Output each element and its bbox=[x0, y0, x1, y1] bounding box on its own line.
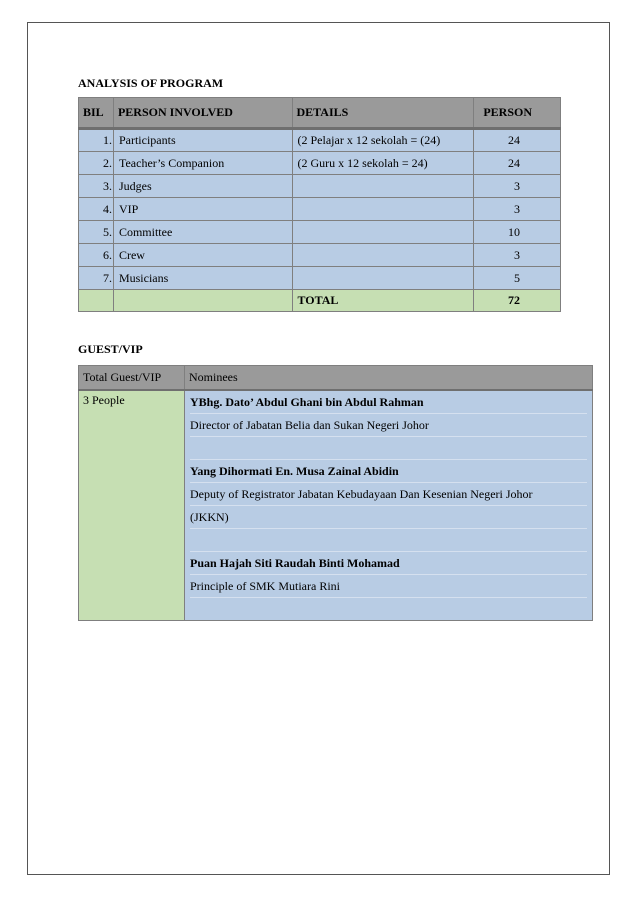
nominee-detail: (JKKN) bbox=[190, 506, 587, 529]
person-count-cell: 3 bbox=[474, 175, 561, 198]
bil-cell: 7. bbox=[79, 267, 114, 290]
column-header-details: DETAILS bbox=[292, 98, 473, 129]
bil-cell: 4. bbox=[79, 198, 114, 221]
bil-cell: 1. bbox=[79, 129, 114, 152]
analysis-table bbox=[78, 97, 561, 312]
nominee-name: YBhg. Dato’ Abdul Ghani bin Abdul Rahman bbox=[190, 391, 587, 414]
guest-header-row bbox=[79, 366, 593, 390]
table-row bbox=[79, 244, 561, 267]
bil-cell: 5. bbox=[79, 221, 114, 244]
person-involved-cell: Participants bbox=[113, 129, 292, 152]
column-header-person: PERSON bbox=[474, 98, 561, 129]
person-count-cell: 3 bbox=[474, 244, 561, 267]
details-cell: (2 Guru x 12 sekolah = 24) bbox=[292, 152, 473, 175]
person-involved-cell: Committee bbox=[113, 221, 292, 244]
total-empty-cell bbox=[113, 290, 292, 312]
person-involved-cell: VIP bbox=[113, 198, 292, 221]
table-row bbox=[79, 129, 561, 152]
table-row bbox=[79, 267, 561, 290]
details-cell bbox=[292, 267, 473, 290]
total-value: 72 bbox=[474, 290, 561, 312]
person-count-cell: 24 bbox=[474, 129, 561, 152]
column-header-nominees: Nominees bbox=[185, 366, 593, 390]
analysis-heading: ANALYSIS OF PROGRAM bbox=[78, 76, 224, 90]
column-header-total-guest: Total Guest/VIP bbox=[79, 366, 185, 390]
total-empty-cell bbox=[79, 290, 114, 312]
total-guest-value: 3 People bbox=[79, 390, 185, 621]
details-cell bbox=[292, 198, 473, 221]
table-row bbox=[79, 175, 561, 198]
person-count-cell: 24 bbox=[474, 152, 561, 175]
nominee-name: Puan Hajah Siti Raudah Binti Mohamad bbox=[190, 552, 587, 575]
column-header-bil: BIL bbox=[79, 98, 114, 129]
nominee-name: Yang Dihormati En. Musa Zainal Abidin bbox=[190, 460, 587, 483]
nominee-detail: Director of Jabatan Belia dan Sukan Negeri Johor bbox=[190, 414, 587, 437]
analysis-header-row bbox=[79, 98, 561, 129]
details-cell bbox=[292, 175, 473, 198]
table-row bbox=[79, 152, 561, 175]
bil-cell: 6. bbox=[79, 244, 114, 267]
nominee-detail: Principle of SMK Mutiara Rini bbox=[190, 575, 587, 598]
column-header-person-involved: PERSON INVOLVED bbox=[113, 98, 292, 129]
person-involved-cell: Musicians bbox=[113, 267, 292, 290]
person-count-cell: 3 bbox=[474, 198, 561, 221]
nominee-detail bbox=[190, 529, 587, 552]
table-row bbox=[79, 221, 561, 244]
details-cell bbox=[292, 244, 473, 267]
table-row bbox=[79, 198, 561, 221]
person-involved-cell: Judges bbox=[113, 175, 292, 198]
guest-table bbox=[78, 365, 593, 621]
nominee-detail: Deputy of Registrator Jabatan Kebudayaan Dan Kesenian Negeri Johor bbox=[190, 483, 587, 506]
person-involved-cell: Teacher’s Companion bbox=[113, 152, 292, 175]
details-cell bbox=[292, 221, 473, 244]
person-count-cell: 10 bbox=[474, 221, 561, 244]
nominee-detail bbox=[190, 598, 587, 620]
bil-cell: 2. bbox=[79, 152, 114, 175]
person-involved-cell: Crew bbox=[113, 244, 292, 267]
guest-row bbox=[79, 390, 593, 621]
total-row bbox=[79, 290, 561, 312]
bil-cell: 3. bbox=[79, 175, 114, 198]
total-label: TOTAL bbox=[292, 290, 473, 312]
guest-heading: GUEST/VIP bbox=[78, 342, 143, 356]
nominee-detail bbox=[190, 437, 587, 460]
person-count-cell: 5 bbox=[474, 267, 561, 290]
details-cell: (2 Pelajar x 12 sekolah = (24) bbox=[292, 129, 473, 152]
nominees-cell bbox=[185, 390, 593, 621]
